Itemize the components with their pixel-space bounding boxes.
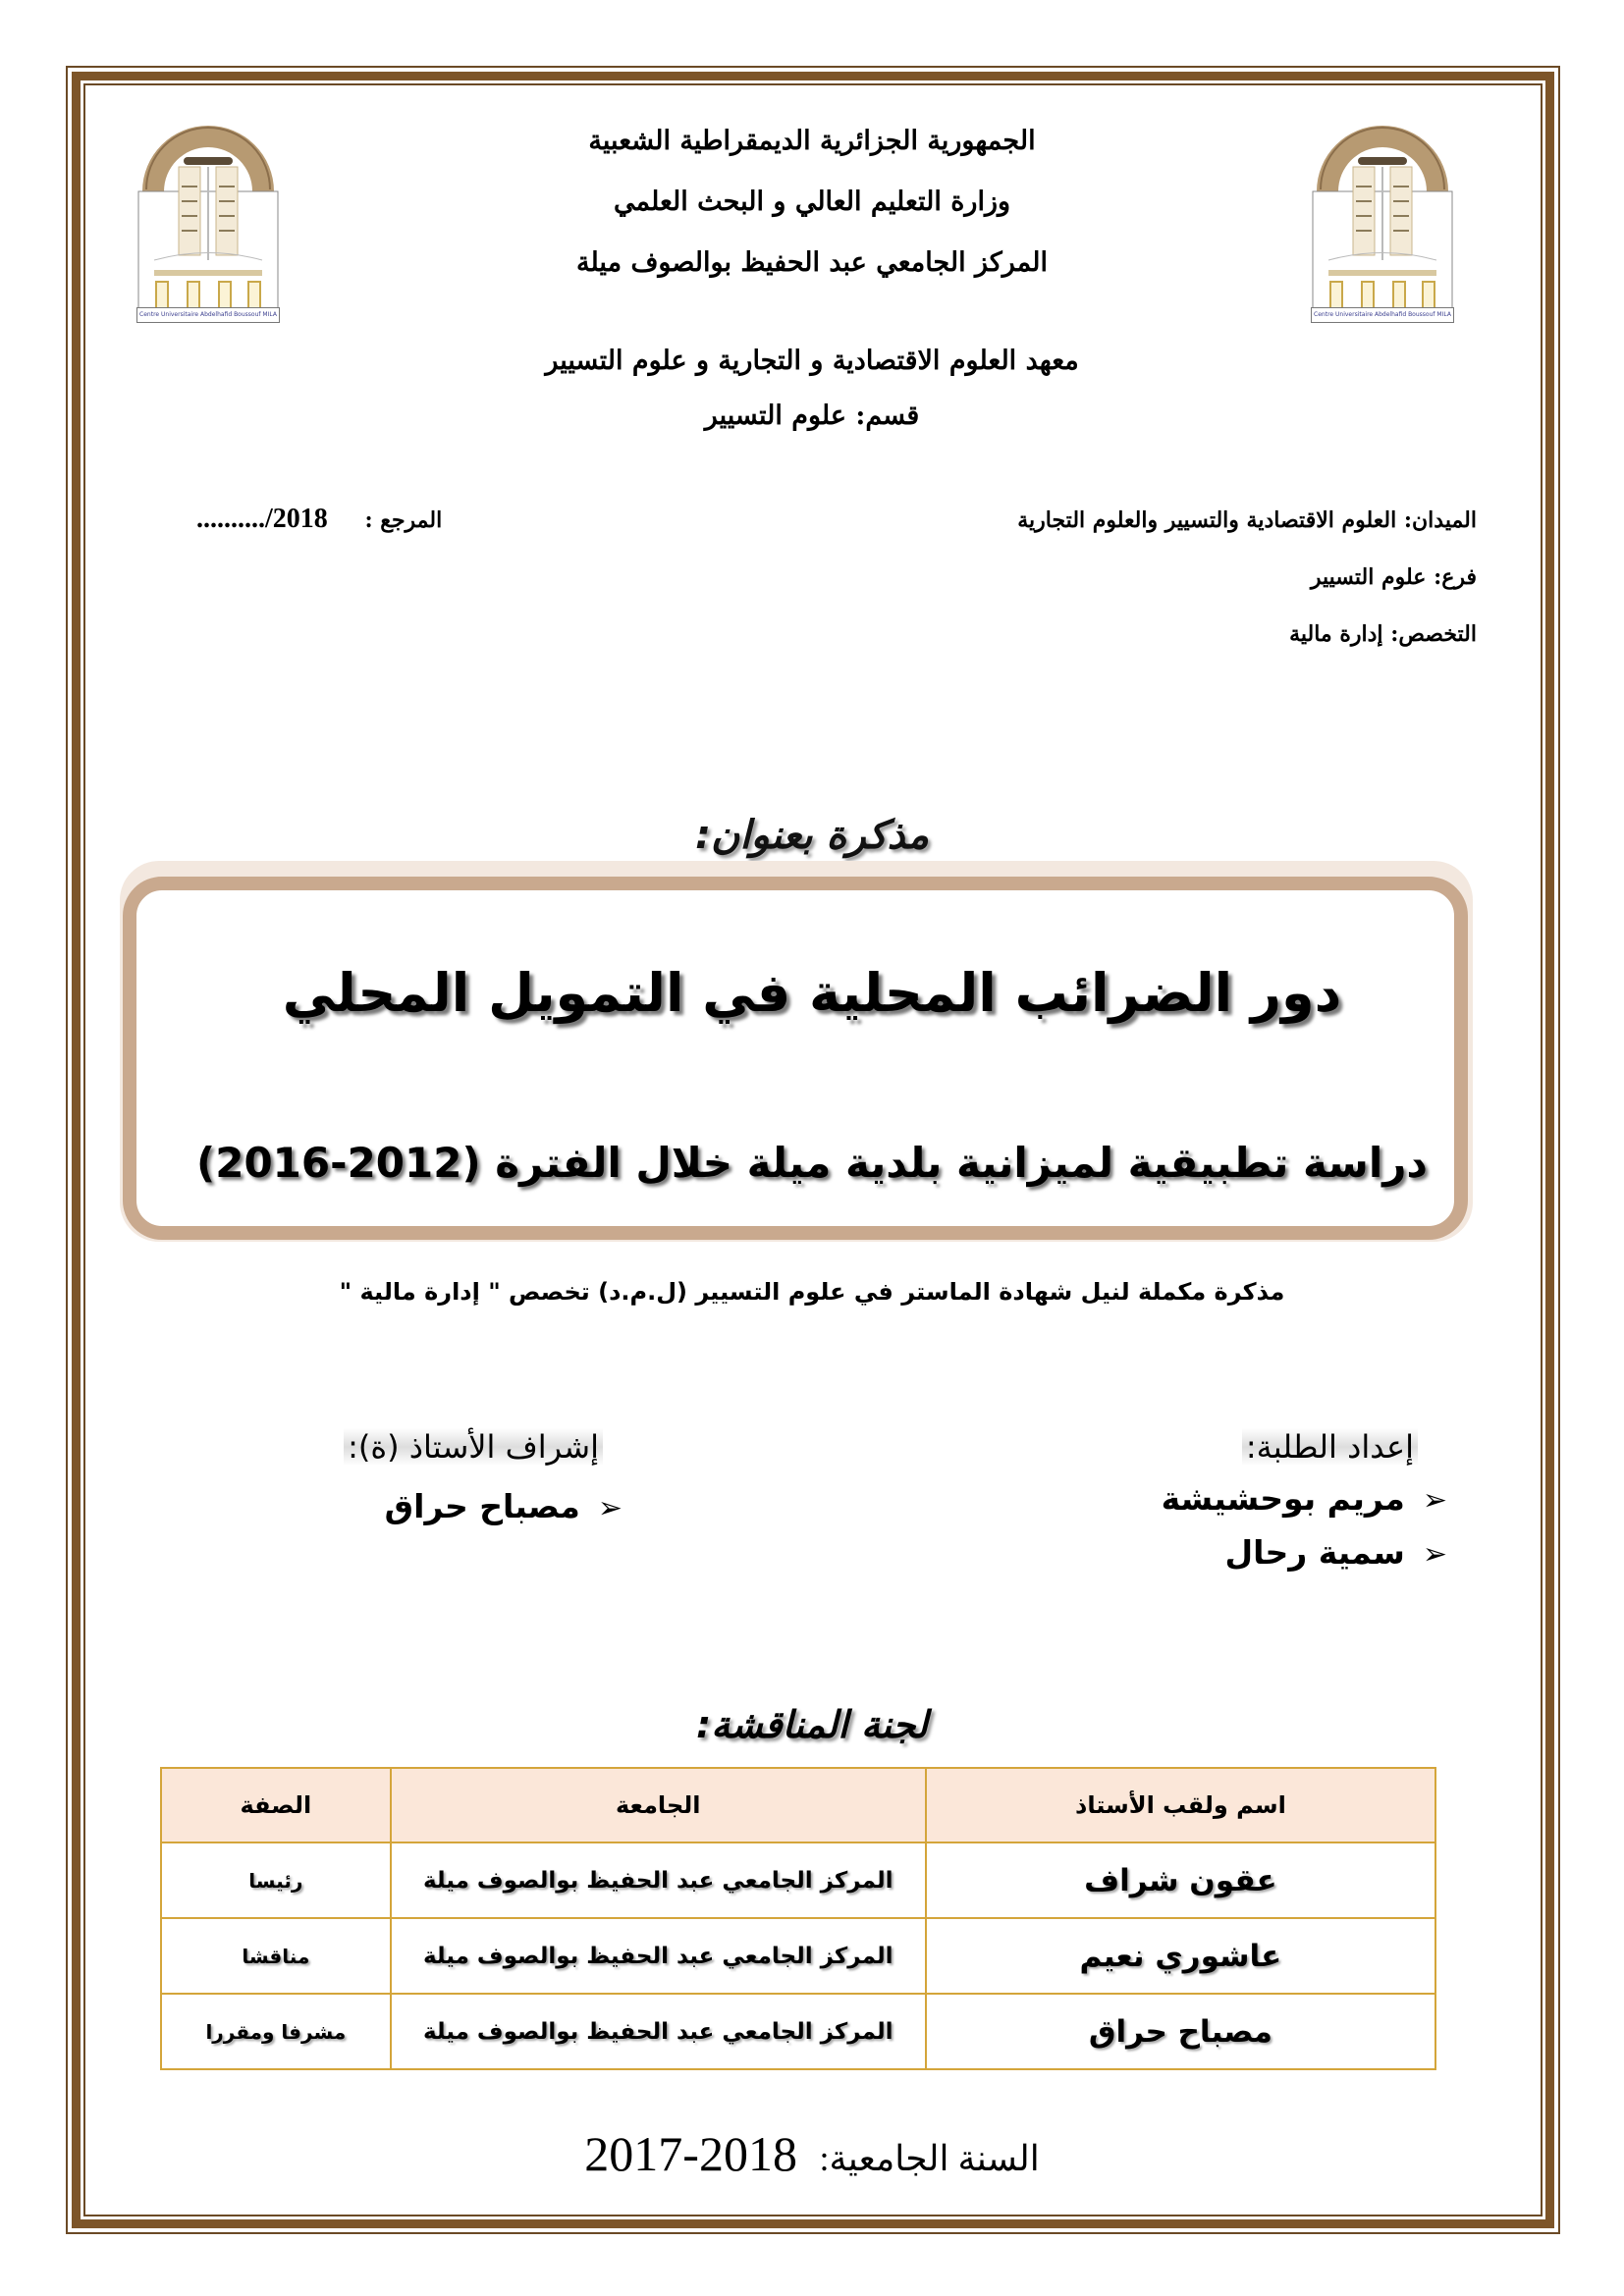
- student-item: [1162, 1533, 1447, 1572]
- reference-label: المرجع :: [364, 507, 443, 533]
- students-section: [1161, 1428, 1447, 1572]
- bullet-arrow-icon: ➢: [1422, 1537, 1447, 1572]
- thesis-subtitle: دراسة تطبيقية لميزانية بلدية ميلة خلال الفترة (2012-2016): [196, 1139, 1428, 1187]
- column-header-name: اسم ولقب الأستاذ: [926, 1768, 1435, 1842]
- students-label: إعداد الطلبة:: [1162, 1428, 1418, 1466]
- jury-label: لجنة المناقشة:: [696, 1703, 928, 1746]
- degree-statement: مذكرة مكملة لنيل شهادة الماستر في علوم التسيير (ل.م.د) تخصص " إدارة مالية ": [339, 1278, 1285, 1306]
- bullet-arrow-icon: ➢: [1422, 1483, 1447, 1518]
- jury-member-university: المركز الجامعي عبد الحفيظ بوالصوف ميلة: [391, 1994, 926, 2069]
- student-name: مريم بوحشيشة: [1161, 1479, 1405, 1518]
- department-heading: قسم: علوم التسيير: [704, 400, 920, 431]
- field-line: الميدان: العلوم الاقتصادية والتسيير والعلوم التجارية: [1017, 507, 1477, 533]
- thesis-title: دور الضرائب المحلية في التمويل المحلي: [282, 962, 1342, 1024]
- jury-member-role: مناقشا: [161, 1918, 391, 1994]
- reference-value: ........../2018: [196, 504, 328, 534]
- logo-caption: Centre Universitaire Abdelhafid Boussouf MILA: [136, 307, 280, 323]
- logo-caption: Centre Universitaire Abdelhafid Boussouf MILA: [1311, 307, 1454, 323]
- column-header-university: الجامعة: [391, 1768, 926, 1842]
- jury-member-name: عاشوري نعيم: [926, 1918, 1435, 1994]
- academic-year: [0, 2125, 1624, 2182]
- jury-member-role: رئيسا: [161, 1842, 391, 1918]
- jury-member-university: المركز الجامعي عبد الحفيظ بوالصوف ميلة: [391, 1842, 926, 1918]
- institute-heading: معهد العلوم الاقتصادية و التجارية و علوم التسيير: [545, 346, 1079, 376]
- jury-table-header: [161, 1768, 1435, 1842]
- student-item: [1162, 1479, 1447, 1518]
- student-name: سمية رحال: [1224, 1533, 1405, 1572]
- academic-year-label: السنة الجامعية:: [819, 2139, 1040, 2178]
- specialty-line: التخصص: إدارة مالية: [1289, 621, 1477, 647]
- table-row: [161, 1918, 1435, 1994]
- jury-member-name: مصباح حراق: [926, 1994, 1435, 2069]
- jury-member-role: مشرفا ومقررا: [161, 1994, 391, 2069]
- supervisor-label: إشراف الأستاذ (ة):: [344, 1428, 603, 1466]
- table-row: [161, 1842, 1435, 1918]
- academic-year-value: 2017-2018: [584, 2126, 797, 2181]
- republic-heading: الجمهورية الجزائرية الديمقراطية الشعبية: [588, 126, 1036, 156]
- supervisor-item: [344, 1487, 623, 1525]
- table-row: [161, 1994, 1435, 2069]
- supervisor-name: مصباح حراق: [384, 1487, 580, 1525]
- supervisor-section: [344, 1428, 623, 1525]
- jury-member-name: عقون شراف: [926, 1842, 1435, 1918]
- university-heading: المركز الجامعي عبد الحفيظ بوالصوف ميلة: [576, 247, 1048, 278]
- branch-line: فرع: علوم التسيير: [1310, 564, 1477, 590]
- reference-line: [196, 504, 442, 535]
- jury-member-university: المركز الجامعي عبد الحفيظ بوالصوف ميلة: [391, 1918, 926, 1994]
- ministry-heading: وزارة التعليم العالي و البحث العلمي: [613, 187, 1011, 217]
- column-header-role: الصفة: [161, 1768, 391, 1842]
- bullet-arrow-icon: ➢: [597, 1491, 623, 1525]
- jury-table: [160, 1767, 1436, 2070]
- memo-label: مذكرة بعنوان:: [694, 813, 930, 858]
